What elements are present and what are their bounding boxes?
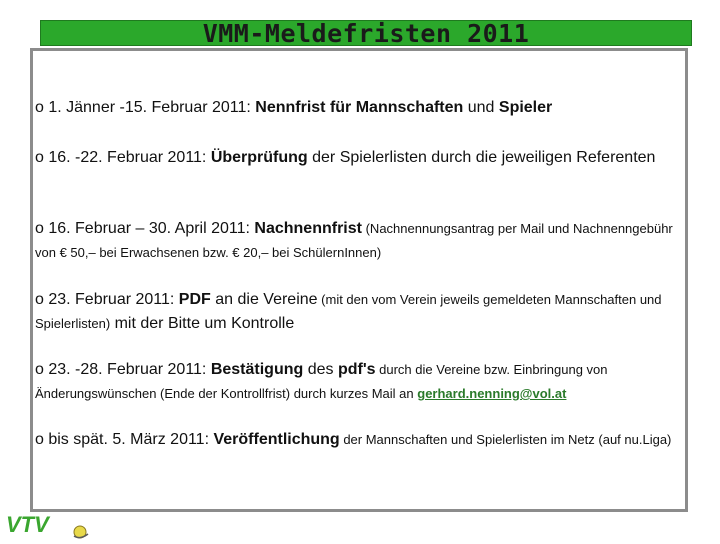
- item-4-tail: mit der Bitte um Kontrolle: [110, 315, 295, 332]
- item-6-bold: Veröffentlichung: [213, 431, 340, 448]
- item-3-date: o 16. Februar – 30. April 2011:: [35, 220, 255, 237]
- deadline-item-6: [35, 428, 685, 452]
- item-3-bold: Nachnennfrist: [254, 220, 362, 237]
- item-6-small: der Mannschaften und Spielerlisten im Netz (auf nu.Liga): [339, 432, 672, 447]
- item-5-text: des: [303, 361, 338, 378]
- deadline-item-1: [35, 96, 685, 120]
- item-1-date: o 1. Jänner -15. Februar 2011:: [35, 99, 256, 116]
- title-bar: [40, 20, 692, 46]
- deadline-item-4: [35, 288, 685, 336]
- item-1-bold2: Spieler: [498, 99, 553, 116]
- item-5-small: durch die Vereine bzw. Einbringung von Änderungswünschen (Ende der Kontrollfrist) durch kurzes Mail an: [35, 362, 608, 401]
- item-1-bold: Nennfrist für Mannschaften: [255, 99, 464, 116]
- item-6-date: o bis spät. 5. März 2011:: [35, 431, 214, 448]
- vtv-logo-text: VTV: [6, 512, 49, 537]
- item-1-mid: und: [463, 99, 499, 116]
- item-5-bold: Bestätigung: [210, 361, 304, 378]
- email-link[interactable]: gerhard.nenning@vol.at: [417, 386, 567, 401]
- item-3-small: (Nachnennungsantrag per Mail und Nachnenngebühr von € 50,– bei Erwachsenen bzw. € 20,– bei SchülernInnen): [35, 221, 673, 260]
- deadline-item-5: [35, 358, 685, 406]
- page-title: VMM-Meldefristen 2011: [202, 19, 530, 48]
- vtv-logo: [6, 512, 96, 540]
- deadline-item-3: [35, 217, 685, 265]
- item-2-bold: Überprüfung: [210, 149, 308, 166]
- item-4-bold: PDF: [178, 291, 211, 308]
- item-4-date: o 23. Februar 2011:: [35, 291, 179, 308]
- item-4-text: an die Vereine: [210, 291, 318, 308]
- deadline-item-2: [35, 146, 685, 170]
- item-5-date: o 23. -28. Februar 2011:: [35, 361, 211, 378]
- item-4-small: (mit den vom Verein jeweils gemeldeten Mannschaften und Spielerlisten): [35, 292, 662, 331]
- item-5-bold2: pdf's: [337, 361, 376, 378]
- item-2-text: der Spielerlisten durch die jeweiligen Referenten: [307, 149, 656, 166]
- item-2-date: o 16. -22. Februar 2011:: [35, 149, 211, 166]
- vtv-logo-graphic: [6, 512, 96, 540]
